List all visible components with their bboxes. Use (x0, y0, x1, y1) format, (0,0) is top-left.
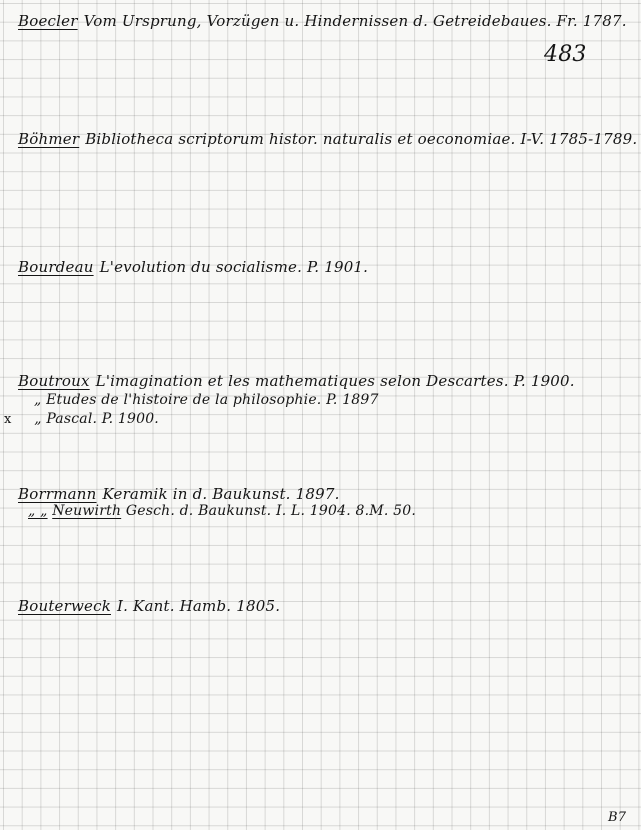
subentry-neuwirth (28, 503, 416, 519)
entry-text: Keramik in d. Baukunst. 1897. (102, 485, 340, 503)
entry-text: I. Kant. Hamb. 1805. (117, 597, 281, 615)
ditto-mark: „ „ (28, 503, 48, 519)
entry-text: L'evolution du socialisme. P. 1901. (99, 258, 369, 276)
entry-boecler (18, 12, 627, 30)
page-number: 483 (544, 42, 587, 67)
entry-text: Vom Ursprung, Vorzügen u. Hindernissen d. Getreidebaues. Fr. 1787. (83, 12, 627, 30)
ditto-mark: „ (34, 392, 42, 408)
subentry-pascal (4, 411, 159, 427)
entry-bouterweck (18, 597, 280, 615)
entry-text: Bibliotheca scriptorum histor. naturalis et oeconomiae. I-V. 1785-1789. (85, 130, 638, 148)
ditto-mark: „ (34, 411, 42, 427)
check-mark: x (4, 412, 12, 427)
entry-boutroux (18, 372, 575, 390)
subentry-author: Neuwirth (52, 503, 122, 519)
entry-author: Boutroux (18, 372, 90, 390)
subentry-text: Etudes de l'histoire de la philosophie. P. 1897 (46, 392, 379, 408)
subentry-etudes (34, 392, 379, 408)
entry-text: L'imagination et les mathematiques selon Descartes. P. 1900. (95, 372, 575, 390)
subentry-text: Gesch. d. Baukunst. I. L. 1904. 8.M. 50. (125, 503, 416, 519)
entry-boehmer (18, 130, 637, 148)
entry-author: Borrmann (18, 485, 97, 503)
subentry-text: Pascal. P. 1900. (46, 411, 159, 427)
entry-bourdeau (18, 258, 368, 276)
corner-mark: B7 (608, 810, 627, 825)
entry-author: Bouterweck (18, 597, 111, 615)
entry-author: Bourdeau (18, 258, 94, 276)
entry-author: Böhmer (18, 130, 80, 148)
entry-author: Boecler (18, 12, 78, 30)
entry-borrmann (18, 485, 340, 503)
